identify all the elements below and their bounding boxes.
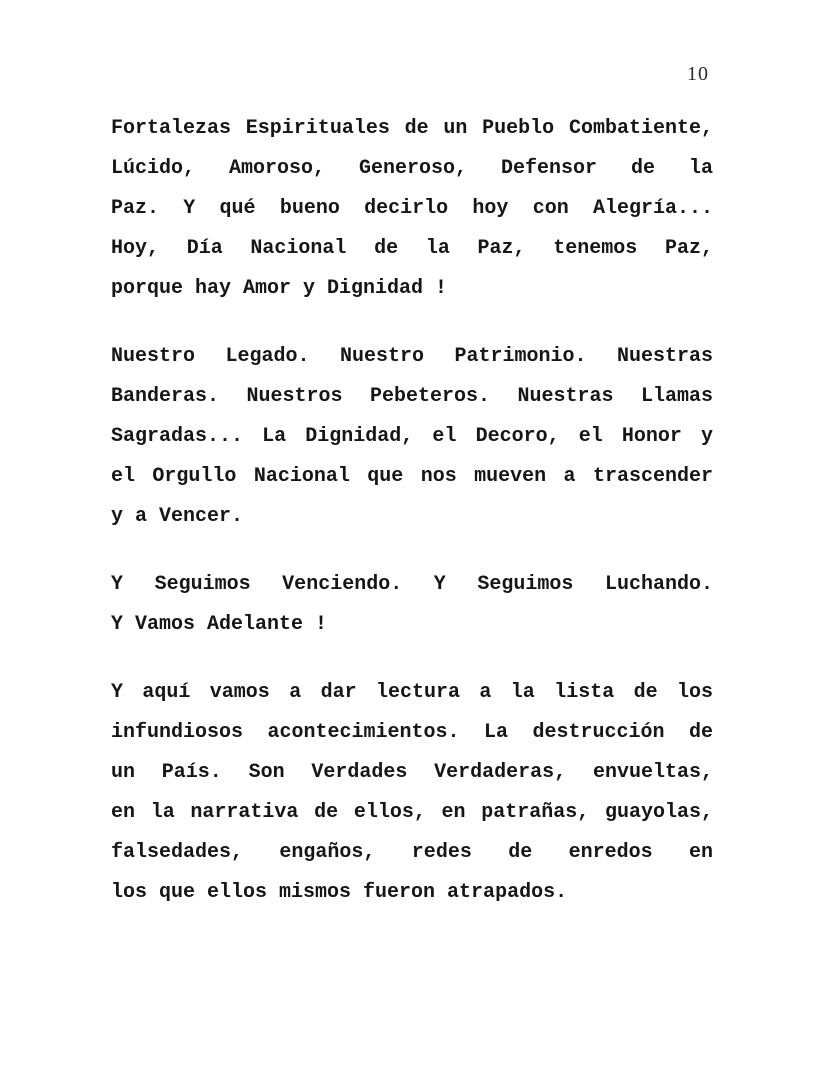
paragraph: [111, 109, 713, 309]
text-line: Y Vamos Adelante !: [111, 613, 328, 636]
text-line: Nuestro Legado. Nuestro Patrimonio. Nuestras: [111, 345, 713, 368]
paragraph: [111, 565, 713, 645]
text-line: los que ellos mismos fueron atrapados.: [111, 881, 568, 904]
text-line: Banderas. Nuestros Pebeteros. Nuestras Llamas: [111, 385, 713, 408]
text-line: porque hay Amor y Dignidad !: [111, 277, 448, 300]
text-line: y a Vencer.: [111, 505, 244, 528]
text-line: Sagradas... La Dignidad, el Decoro, el Honor y: [111, 425, 713, 448]
text-line: Y Seguimos Venciendo. Y Seguimos Luchando.: [111, 573, 713, 596]
text-line: el Orgullo Nacional que nos mueven a trascender: [111, 465, 713, 488]
paragraph: [111, 673, 713, 913]
page-number: 10: [687, 63, 709, 85]
paragraph: [111, 337, 713, 537]
text-line: infundiosos acontecimientos. La destrucción de: [111, 721, 713, 744]
text-line: Paz. Y qué bueno decirlo hoy con Alegría...: [111, 197, 713, 220]
text-line: en la narrativa de ellos, en patrañas, guayolas,: [111, 801, 713, 824]
text-line: un País. Son Verdades Verdaderas, envueltas,: [111, 761, 713, 784]
text-content: [111, 109, 713, 913]
text-line: Fortalezas Espirituales de un Pueblo Combatiente,: [111, 117, 713, 140]
text-line: Y aquí vamos a dar lectura a la lista de los: [111, 681, 713, 704]
text-line: Hoy, Día Nacional de la Paz, tenemos Paz,: [111, 237, 713, 260]
text-line: falsedades, engaños, redes de enredos en: [111, 841, 713, 864]
text-line: Lúcido, Amoroso, Generoso, Defensor de la: [111, 157, 713, 180]
